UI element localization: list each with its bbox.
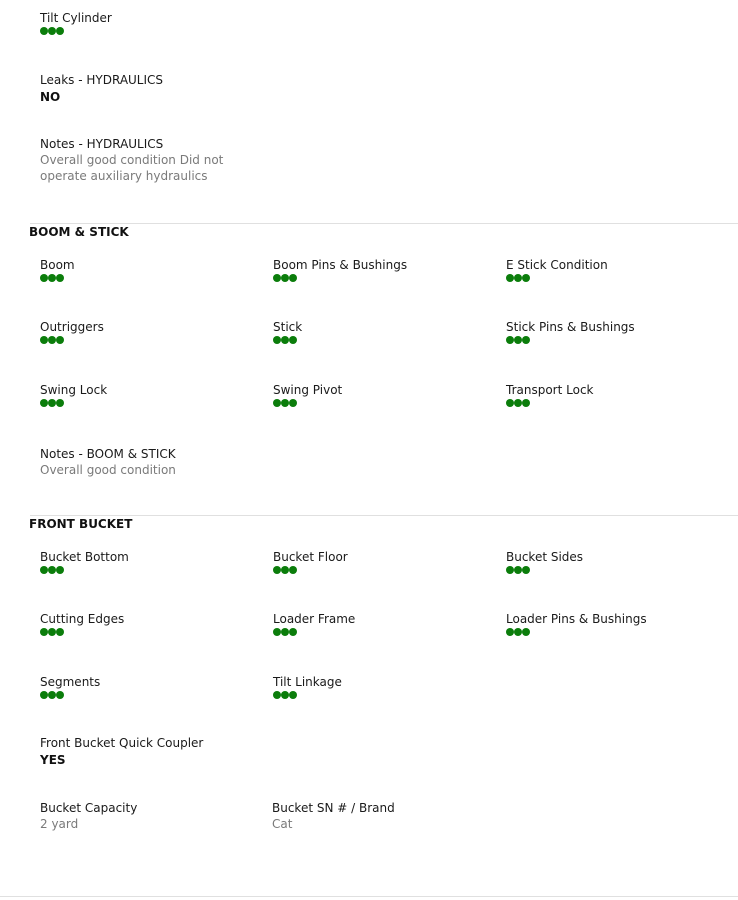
rating-dot-icon [40, 336, 48, 344]
rating-dot-icon [56, 566, 64, 574]
rating-dot-icon [281, 274, 289, 282]
rating-dot-icon [289, 691, 297, 699]
field-e-stick-condition [506, 258, 608, 283]
field-loader-frame [273, 612, 355, 637]
rating-dot-icon [40, 27, 48, 35]
field-segments [40, 675, 100, 700]
rating-dots [40, 274, 75, 283]
rating-dot-icon [281, 691, 289, 699]
rating-dot-icon [40, 566, 48, 574]
rating-dot-icon [281, 399, 289, 407]
field-label: Notes - BOOM & STICK [40, 447, 176, 461]
rating-dots [40, 336, 104, 345]
rating-dots [506, 399, 594, 408]
section-divider [30, 515, 738, 516]
rating-dot-icon [281, 336, 289, 344]
field-value: YES [40, 753, 66, 767]
rating-dot-icon [522, 628, 530, 636]
field-value: Overall good condition [40, 463, 176, 477]
rating-dot-icon [273, 336, 281, 344]
rating-dots [40, 27, 112, 36]
field-front-bucket-quick-coupler [40, 736, 203, 768]
rating-dot-icon [48, 691, 56, 699]
rating-dot-icon [56, 27, 64, 35]
rating-dots [506, 336, 635, 345]
rating-dot-icon [289, 399, 297, 407]
rating-dot-icon [273, 691, 281, 699]
rating-dot-icon [289, 628, 297, 636]
field-bucket-floor [273, 550, 348, 575]
rating-dots [40, 566, 129, 575]
field-label: Tilt Cylinder [40, 11, 112, 25]
field-label: Bucket Bottom [40, 550, 129, 564]
rating-dot-icon [514, 628, 522, 636]
field-tilt-cylinder [40, 11, 112, 36]
field-label: Bucket Floor [273, 550, 348, 564]
rating-dot-icon [40, 274, 48, 282]
rating-dot-icon [514, 274, 522, 282]
field-bucket-sn-brand [272, 801, 395, 832]
field-value: 2 yard [40, 817, 79, 831]
rating-dots [40, 628, 124, 637]
rating-dot-icon [514, 566, 522, 574]
rating-dot-icon [40, 691, 48, 699]
field-swing-lock [40, 383, 107, 408]
field-label: Bucket SN # / Brand [272, 801, 395, 815]
rating-dot-icon [506, 566, 514, 574]
field-label: Stick [273, 320, 303, 334]
field-bucket-capacity [40, 801, 137, 832]
field-label: Segments [40, 675, 101, 689]
rating-dot-icon [506, 628, 514, 636]
field-stick-pins-bushings [506, 320, 635, 345]
rating-dot-icon [522, 336, 530, 344]
rating-dot-icon [506, 336, 514, 344]
field-label: E Stick Condition [506, 258, 608, 272]
rating-dot-icon [48, 336, 56, 344]
field-label: Front Bucket Quick Coupler [40, 736, 204, 750]
rating-dot-icon [273, 399, 281, 407]
field-bucket-sides [506, 550, 583, 575]
rating-dot-icon [48, 399, 56, 407]
field-notes-boom-stick [40, 447, 176, 478]
rating-dot-icon [56, 274, 64, 282]
rating-dot-icon [506, 399, 514, 407]
rating-dot-icon [56, 691, 64, 699]
field-stick [273, 320, 302, 345]
field-transport-lock [506, 383, 594, 408]
rating-dots [273, 274, 407, 283]
field-label: Bucket Sides [506, 550, 584, 564]
rating-dot-icon [289, 336, 297, 344]
field-value: Cat [272, 817, 293, 831]
rating-dots [506, 274, 608, 283]
rating-dot-icon [522, 274, 530, 282]
page-bottom-divider [0, 896, 738, 897]
field-value: Overall good condition Did not operate auxiliary hydraulics [40, 153, 224, 183]
rating-dot-icon [281, 566, 289, 574]
rating-dots [40, 691, 100, 700]
rating-dots [506, 566, 583, 575]
rating-dot-icon [522, 566, 530, 574]
field-label: Swing Pivot [273, 383, 343, 397]
field-label: Outriggers [40, 320, 104, 334]
field-label: Tilt Linkage [273, 675, 342, 689]
section-divider [30, 223, 738, 224]
field-label: Loader Frame [273, 612, 356, 626]
rating-dots [273, 566, 348, 575]
rating-dot-icon [514, 336, 522, 344]
rating-dot-icon [56, 336, 64, 344]
field-label: Swing Lock [40, 383, 108, 397]
rating-dot-icon [48, 566, 56, 574]
field-boom [40, 258, 75, 283]
rating-dot-icon [48, 274, 56, 282]
rating-dot-icon [273, 628, 281, 636]
rating-dot-icon [289, 274, 297, 282]
field-label: Stick Pins & Bushings [506, 320, 635, 334]
field-loader-pins-bushings [506, 612, 647, 637]
field-bucket-bottom [40, 550, 129, 575]
rating-dot-icon [56, 628, 64, 636]
rating-dots [273, 628, 355, 637]
rating-dots [273, 691, 342, 700]
section-title-front-bucket: FRONT BUCKET [29, 517, 133, 531]
rating-dot-icon [506, 274, 514, 282]
rating-dot-icon [273, 274, 281, 282]
rating-dot-icon [48, 27, 56, 35]
rating-dot-icon [514, 399, 522, 407]
field-notes-hydraulics [40, 137, 230, 184]
rating-dot-icon [281, 628, 289, 636]
rating-dot-icon [273, 566, 281, 574]
field-label: Transport Lock [506, 383, 594, 397]
field-label: Notes - HYDRAULICS [40, 137, 164, 151]
rating-dots [40, 399, 107, 408]
rating-dot-icon [40, 399, 48, 407]
field-label: Loader Pins & Bushings [506, 612, 647, 626]
rating-dot-icon [56, 399, 64, 407]
field-label: Boom [40, 258, 75, 272]
rating-dots [506, 628, 647, 637]
rating-dots [273, 336, 302, 345]
section-title-boom-stick: BOOM & STICK [29, 225, 129, 239]
field-value: NO [40, 90, 61, 104]
field-boom-pins-bushings [273, 258, 407, 283]
field-label: Leaks - HYDRAULICS [40, 73, 164, 87]
field-leaks-hydraulics [40, 73, 163, 105]
field-swing-pivot [273, 383, 342, 408]
field-label: Cutting Edges [40, 612, 125, 626]
rating-dot-icon [40, 628, 48, 636]
rating-dot-icon [48, 628, 56, 636]
rating-dot-icon [522, 399, 530, 407]
field-label: Boom Pins & Bushings [273, 258, 408, 272]
field-tilt-linkage [273, 675, 342, 700]
field-outriggers [40, 320, 104, 345]
rating-dots [273, 399, 342, 408]
field-label: Bucket Capacity [40, 801, 138, 815]
field-cutting-edges [40, 612, 124, 637]
rating-dot-icon [289, 566, 297, 574]
